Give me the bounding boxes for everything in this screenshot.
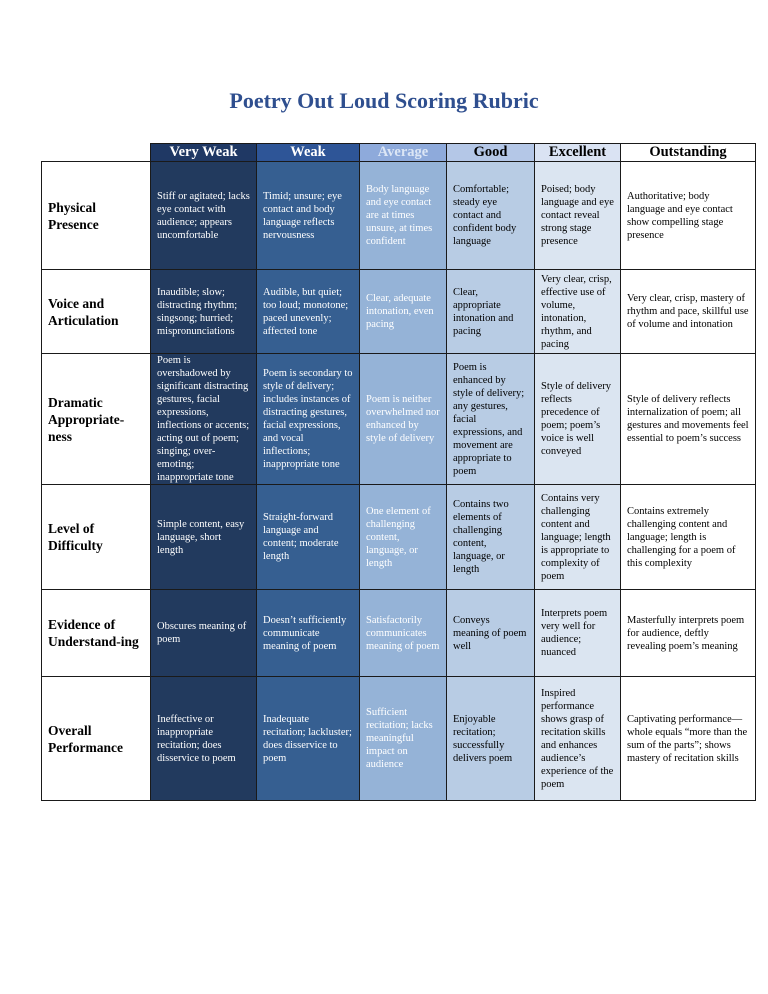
rubric-cell-outstanding: Captivating performance—whole equals “more than the sum of the parts”; shows mastery of recitation skills (621, 677, 756, 801)
rubric-row-evidence-of-understanding (42, 590, 756, 677)
rubric-cell-very-weak: Poem is overshadowed by significant distracting gestures, facial expressions, inflections or accents; acting out of poem; singing; over-emoting; inappropriate tone (151, 354, 257, 485)
rubric-cell-excellent: Very clear, crisp, effective use of volume, intonation, rhythm, and pacing (535, 270, 621, 354)
rubric-cell-average: Body language and eye contact are at times unsure, at times confident (360, 162, 447, 270)
rubric-cell-average: Poem is neither overwhelmed nor enhanced by style of delivery (360, 354, 447, 485)
criterion-label: Overall Performance (42, 677, 151, 801)
rubric-cell-weak: Audible, but quiet; too loud; monotone; paced unevenly; affected tone (257, 270, 360, 354)
rubric-cell-good: Enjoyable recitation; successfully delivers poem (447, 677, 535, 801)
rubric-cell-outstanding: Masterfully interprets poem for audience, deftly revealing poem’s meaning (621, 590, 756, 677)
rubric-cell-very-weak: Inaudible; slow; distracting rhythm; singsong; hurried; mispronunciations (151, 270, 257, 354)
scoring-rubric-table (41, 143, 756, 801)
page-title: Poetry Out Loud Scoring Rubric (229, 88, 539, 113)
rubric-cell-weak: Inadequate recitation; lackluster; does disservice to poem (257, 677, 360, 801)
rubric-cell-outstanding: Style of delivery reflects internalization of poem; all gestures and movements feel essential to poem’s success (621, 354, 756, 485)
header-row (42, 144, 756, 162)
criterion-label: Level of Difficulty (42, 485, 151, 590)
rubric-cell-good: Poem is enhanced by style of delivery; any gestures, facial expressions, and movement are appropriate to poem (447, 354, 535, 485)
rubric-row-voice-articulation (42, 270, 756, 354)
header-blank-cell (42, 144, 151, 162)
criterion-label: Dramatic Appropriate-ness (42, 354, 151, 485)
rubric-cell-weak: Straight-forward language and content; moderate length (257, 485, 360, 590)
rubric-cell-very-weak: Simple content, easy language, short length (151, 485, 257, 590)
rubric-cell-outstanding: Very clear, crisp, mastery of rhythm and pace, skillful use of volume and intonation (621, 270, 756, 354)
rubric-cell-good: Comfortable; steady eye contact and confident body language (447, 162, 535, 270)
rubric-cell-excellent: Contains very challenging content and language; length is appropriate to complexity of poem (535, 485, 621, 590)
criterion-label: Physical Presence (42, 162, 151, 270)
rubric-cell-average: Satisfactorily communicates meaning of poem (360, 590, 447, 677)
rubric-cell-excellent: Poised; body language and eye contact reveal strong stage presence (535, 162, 621, 270)
rubric-cell-weak: Poem is secondary to style of delivery; includes instances of distracting gestures, facial expressions, and vocal inflections; inappropriate tone (257, 354, 360, 485)
header-average: Average (360, 144, 447, 162)
rubric-row-overall-performance (42, 677, 756, 801)
rubric-cell-very-weak: Obscures meaning of poem (151, 590, 257, 677)
rubric-cell-average: Sufficient recitation; lacks meaningful impact on audience (360, 677, 447, 801)
rubric-cell-weak: Timid; unsure; eye contact and body language reflects nervousness (257, 162, 360, 270)
rubric-cell-outstanding: Authoritative; body language and eye contact show compelling stage presence (621, 162, 756, 270)
rubric-cell-weak: Doesn’t sufficiently communicate meaning of poem (257, 590, 360, 677)
rubric-row-dramatic-appropriateness (42, 354, 756, 485)
rubric-cell-excellent: Inspired performance shows grasp of recitation skills and enhances audience’s experience of the poem (535, 677, 621, 801)
rubric-cell-very-weak: Stiff or agitated; lacks eye contact with audience; appears uncomfortable (151, 162, 257, 270)
rubric-row-level-of-difficulty (42, 485, 756, 590)
rubric-cell-very-weak: Ineffective or inappropriate recitation; does disservice to poem (151, 677, 257, 801)
rubric-cell-average: One element of challenging content, language, or length (360, 485, 447, 590)
rubric-cell-excellent: Interprets poem very well for audience; nuanced (535, 590, 621, 677)
criterion-label: Voice and Articulation (42, 270, 151, 354)
rubric-cell-good: Contains two elements of challenging content, language, or length (447, 485, 535, 590)
criterion-label: Evidence of Understand-ing (42, 590, 151, 677)
rubric-cell-excellent: Style of delivery reflects precedence of poem; poem’s voice is well conveyed (535, 354, 621, 485)
rubric-cell-average: Clear, adequate intonation, even pacing (360, 270, 447, 354)
rubric-cell-good: Conveys meaning of poem well (447, 590, 535, 677)
header-excellent: Excellent (535, 144, 621, 162)
header-good: Good (447, 144, 535, 162)
header-very-weak: Very Weak (151, 144, 257, 162)
rubric-row-physical-presence (42, 162, 756, 270)
rubric-cell-good: Clear, appropriate intonation and pacing (447, 270, 535, 354)
header-weak: Weak (257, 144, 360, 162)
rubric-cell-outstanding: Contains extremely challenging content and language; length is challenging for a poem of this complexity (621, 485, 756, 590)
header-outstanding: Outstanding (621, 144, 756, 162)
